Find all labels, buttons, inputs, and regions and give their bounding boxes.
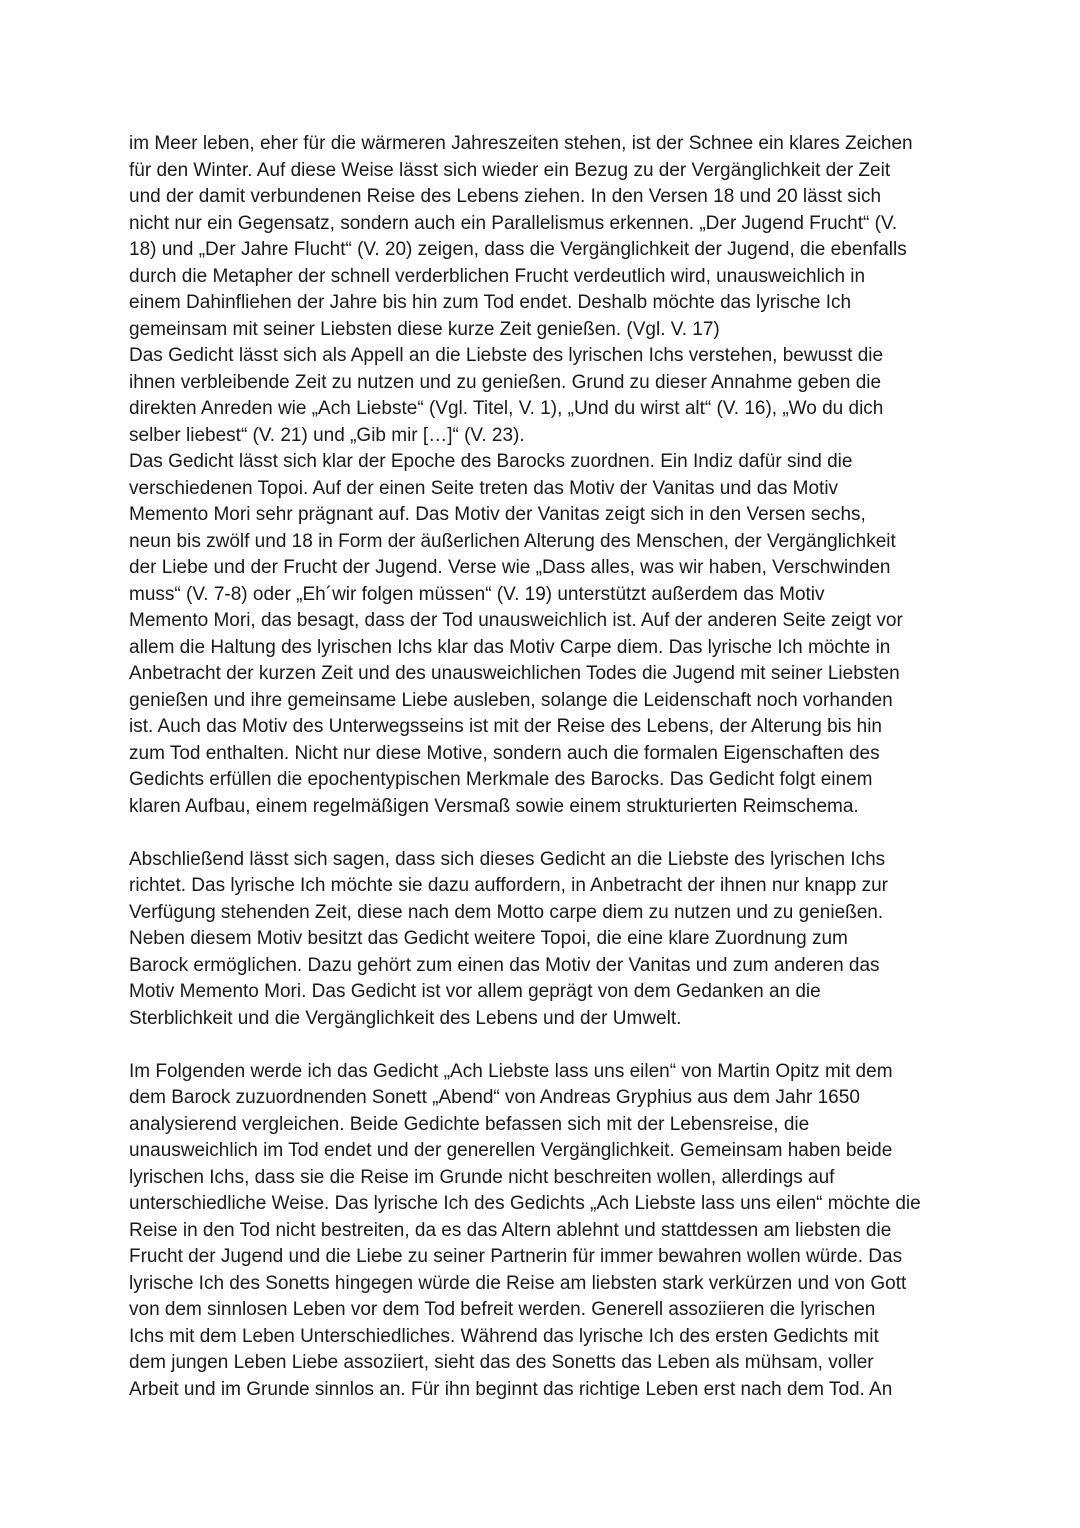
text-line: lyrische Ich des Sonetts hingegen würde die Reise am liebsten stark verkürzen und von Gott [129, 1272, 907, 1294]
text-line: selber liebest“ (V. 21) und „Gib mir […]“ (V. 23). [129, 424, 525, 446]
text-line: Memento Mori, das besagt, dass der Tod unausweichlich ist. Auf der anderen Seite zeigt vor [129, 610, 903, 631]
document-page [129, 131, 959, 1403]
paragraph-spacer [129, 820, 959, 847]
text-line: Frucht der Jugend und die Liebe zu seiner Partnerin für immer bewahren wollen würde. Das [129, 1246, 903, 1267]
text-line: ist. Auch das Motiv des Unterwegsseins ist mit der Reise des Lebens, der Alterung bis hin [129, 716, 882, 737]
text-line: ihnen verbleibende Zeit zu nutzen und zu genießen. Grund zu dieser Annahme geben die [129, 371, 882, 393]
text-line: Gedichts erfüllen die epochentypischen Merkmale des Barocks. Das Gedicht folgt einem [129, 769, 873, 790]
text-line: einem Dahinfliehen der Jahre bis hin zum Tod endet. Deshalb möchte das lyrische Ich [129, 292, 852, 313]
text-line: analysierend vergleichen. Beide Gedichte befassen sich mit der Lebensreise, die [129, 1113, 810, 1135]
text-line: Verfügung stehenden Zeit, diese nach dem Motto carpe diem zu nutzen und zu genießen. [129, 901, 884, 923]
text-line: durch die Metapher der schnell verderblichen Frucht verdeutlich wird, unausweichlich in [129, 265, 866, 287]
text-line: Abschließend lässt sich sagen, dass sich dieses Gedicht an die Liebste des lyrischen Ichs [129, 848, 886, 870]
text-line: Sterblichkeit und die Vergänglichkeit des Lebens und der Umwelt. [129, 1007, 682, 1029]
text-line: unausweichlich im Tod endet und der generellen Vergänglichkeit. Gemeinsam haben beide [129, 1140, 893, 1161]
text-line: Im Folgenden werde ich das Gedicht „Ach Liebste lass uns eilen“ von Martin Opitz mit dem [129, 1060, 893, 1082]
text-line: dem Barock zuzuordnenden Sonett „Abend“ von Andreas Gryphius aus dem Jahr 1650 [129, 1087, 860, 1108]
text-line: der Liebe und der Frucht der Jugend. Verse wie „Dass alles, was wir haben, Verschwinden [129, 557, 891, 578]
text-line: Memento Mori sehr prägnant auf. Das Motiv der Vanitas zeigt sich in den Versen sechs, [129, 504, 866, 525]
text-line: Anbetracht der kurzen Zeit und des unausweichlichen Todes die Jugend mit seiner Liebsten [129, 663, 900, 684]
text-line: verschiedenen Topoi. Auf der einen Seite treten das Motiv der Vanitas und das Motiv [129, 477, 839, 499]
text-line: genießen und ihre gemeinsame Liebe ausleben, solange die Leidenschaft noch vorhanden [129, 689, 893, 711]
text-line: Neben diesem Motiv besitzt das Gedicht weitere Topoi, die eine klare Zuordnung zum [129, 928, 848, 949]
text-line: gemeinsam mit seiner Liebsten diese kurze Zeit genießen. (Vgl. V. 17) [129, 318, 720, 340]
text-line: Arbeit und im Grunde sinnlos an. Für ihn beginnt das richtige Leben erst nach dem Tod. An [129, 1378, 893, 1400]
text-line: Das Gedicht lässt sich als Appell an die Liebste des lyrischen Ichs verstehen, bewusst die [129, 345, 884, 366]
paragraph-spacer [129, 1032, 959, 1059]
text-line: Ichs mit dem Leben Unterschiedliches. Während das lyrische Ich des ersten Gedichts mit [129, 1325, 879, 1347]
text-line: direkten Anreden wie „Ach Liebste“ (Vgl. Titel, V. 1), „Und du wirst alt“ (V. 16), „Wo du dich [129, 398, 884, 419]
paragraph [129, 1059, 959, 1404]
text-line: von dem sinnlosen Leben vor dem Tod befreit werden. Generell assoziieren die lyrischen [129, 1299, 876, 1320]
text-line: nicht nur ein Gegensatz, sondern auch ein Parallelismus erkennen. „Der Jugend Frucht“ (V. [129, 212, 898, 234]
text-line: für den Winter. Auf diese Weise lässt sich wieder ein Bezug zu der Vergänglichkeit der Zeit [129, 159, 891, 181]
text-line: neun bis zwölf und 18 in Form der äußerlichen Alterung des Menschen, der Vergänglichkeit [129, 530, 896, 552]
text-line: Barock ermöglichen. Dazu gehört zum einen das Motiv der Vanitas und zum anderen das [129, 954, 880, 976]
text-line: im Meer leben, eher für die wärmeren Jahreszeiten stehen, ist der Schnee ein klares Zeichen [129, 133, 913, 154]
text-line: unterschiedliche Weise. Das lyrische Ich des Gedichts „Ach Liebste lass uns eilen“ möchte die [129, 1193, 921, 1214]
text-line: lyrischen Ichs, dass sie die Reise im Grunde nicht beschreiten wollen, allerdings auf [129, 1166, 835, 1188]
text-line: richtet. Das lyrische Ich möchte sie dazu auffordern, in Anbetracht der ihnen nur knapp zur [129, 875, 889, 896]
paragraph [129, 449, 959, 820]
paragraph [129, 343, 959, 449]
text-line: Das Gedicht lässt sich klar der Epoche des Barocks zuordnen. Ein Indiz dafür sind die [129, 451, 853, 472]
text-line: und der damit verbundenen Reise des Lebens ziehen. In den Versen 18 und 20 lässt sich [129, 186, 882, 207]
paragraph [129, 847, 959, 1033]
text-line: dem jungen Leben Liebe assoziiert, sieht das des Sonetts das Leben als mühsam, voller [129, 1352, 874, 1373]
text-line: 18) und „Der Jahre Flucht“ (V. 20) zeigen, dass die Vergänglichkeit der Jugend, die ebenfalls [129, 239, 907, 260]
paragraph [129, 131, 959, 343]
text-line: klaren Aufbau, einem regelmäßigen Versmaß sowie einem strukturierten Reimschema. [129, 795, 859, 817]
text-line: Reise in den Tod nicht bestreiten, da es das Altern ablehnt und stattdessen am liebsten die [129, 1219, 892, 1241]
text-line: allem die Haltung des lyrischen Ichs klar das Motiv Carpe diem. Das lyrische Ich möchte in [129, 636, 891, 658]
text-line: zum Tod enthalten. Nicht nur diese Motive, sondern auch die formalen Eigenschaften des [129, 742, 880, 764]
text-line: muss“ (V. 7-8) oder „Eh´wir folgen müssen“ (V. 19) unterstützt außerdem das Motiv [129, 583, 825, 605]
text-line: Motiv Memento Mori. Das Gedicht ist vor allem geprägt von dem Gedanken an die [129, 981, 821, 1002]
